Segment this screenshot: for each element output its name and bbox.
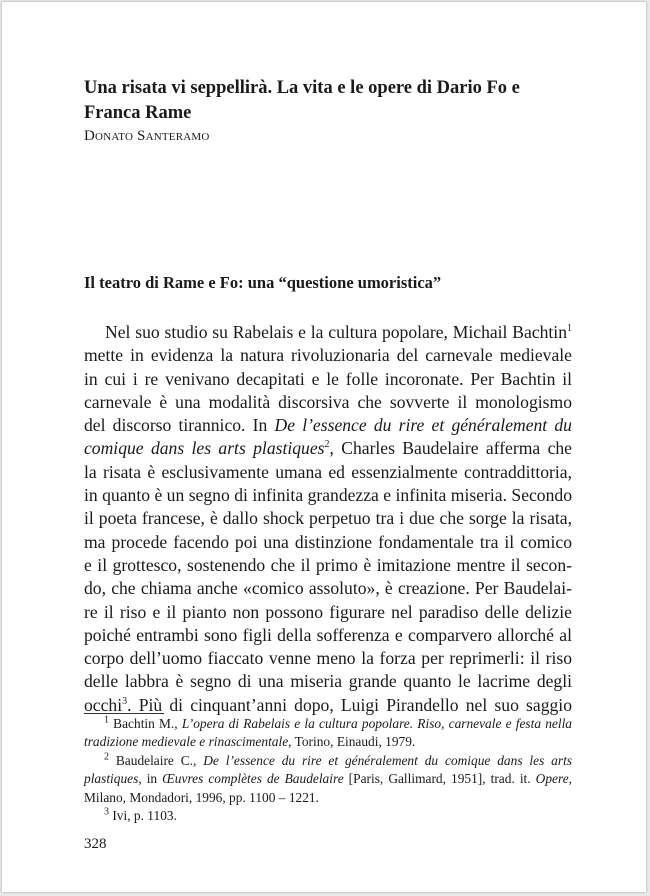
- section-heading: Il teatro di Rame e Fo: una “questione umoristica”: [84, 273, 442, 292]
- body-line: [84, 368, 572, 391]
- page: [2, 2, 646, 892]
- body-line: [84, 531, 572, 554]
- footnote-ref: 1: [104, 714, 109, 726]
- body-line: [84, 507, 572, 530]
- footnotes: [84, 715, 572, 825]
- text-run: . Più di cinquant’anni dopo, Luigi Pirandello nel suo saggio: [127, 694, 572, 715]
- body-line: [84, 670, 572, 693]
- page-number: 328: [84, 836, 107, 852]
- italic-text: De l’essence du rire et généralement du: [274, 415, 572, 436]
- text-run: del discorso tirannico. In: [84, 415, 275, 436]
- body-line: [84, 647, 572, 670]
- text-run: Milano, Mondadori, 1996, pp. 1100 – 1221.: [84, 789, 319, 805]
- footnote-ref: 1: [567, 323, 572, 335]
- italic-text: Œuvres complètes de Baudelaire: [162, 771, 344, 787]
- footnote-line: [84, 715, 572, 733]
- text-run: re il riso e il pianto non possono figurare nel paradiso delle delizie: [84, 601, 572, 622]
- body-line: [84, 601, 572, 624]
- text-run: ,: [568, 771, 572, 787]
- footnote-line: [84, 752, 572, 770]
- text-run: ma procede facendo poi una distinzione fondamentale tra il comico: [84, 531, 572, 552]
- text-run: mette in evidenza la natura rivoluzionaria del carnevale medievale: [84, 345, 572, 366]
- italic-text: plastiques: [84, 771, 139, 787]
- text-run: occhi: [84, 694, 123, 715]
- footnote-ref: 2: [104, 751, 109, 763]
- italic-text: comique dans les arts plastiques: [84, 438, 325, 459]
- text-run: la risata è esclusivamente umana ed essenzialmente contraddittoria,: [84, 461, 572, 482]
- chapter-title: [84, 76, 570, 126]
- chapter-header: [84, 76, 570, 145]
- body-text: [84, 321, 572, 717]
- text-run: Baudelaire C.,: [109, 752, 204, 768]
- text-run: , in: [138, 771, 163, 787]
- text-run: in quanto è un segno di infinita grandezza e infinita miseria. Secondo: [84, 485, 572, 506]
- body-line: [84, 461, 572, 484]
- footnote-ref: 3: [104, 806, 109, 818]
- footnote-ref: 2: [324, 439, 330, 451]
- chapter-title-line-1: Una risata vi seppellirà. La vita e le opere di Dario Fo e: [84, 78, 520, 98]
- footnote-divider: [84, 713, 164, 714]
- text-run: Nel suo studio su Rabelais e la cultura popolare, Michail Bachtin: [105, 322, 567, 342]
- text-run: Bachtin M.,: [109, 716, 182, 731]
- italic-text: L’opera di Rabelais e la cultura popolare. Riso, carnevale e festa nella: [181, 716, 572, 731]
- body-line: [84, 414, 572, 437]
- footnote-line: [84, 789, 572, 807]
- text-run: [Paris, Gallimard, 1951], trad. it.: [343, 771, 536, 787]
- text-run: il poeta francese, è dallo shock perpetuo tra i due che sorge la risata,: [84, 508, 572, 529]
- body-line: [84, 577, 572, 600]
- text-run: Ivi, p. 1103.: [109, 807, 177, 823]
- italic-text: Opere: [535, 771, 569, 787]
- footnote-ref: 3: [122, 695, 128, 707]
- footnote-line: [84, 807, 572, 825]
- body-line: [84, 437, 572, 460]
- text-run: do, che chiama anche «comico assoluto», è creazione. Per Baudelai-: [84, 578, 572, 599]
- text-run: e il grottesco, sostenendo che il primo è imitazione mentre il secon-: [84, 554, 572, 575]
- text-run: , Charles Baudelaire afferma che: [329, 438, 572, 459]
- italic-text: De l’essence du rire et généralement du comique dans les arts: [203, 752, 572, 768]
- text-run: delle labbra è segno di una miseria grande quanto le lacrime degli: [84, 671, 572, 692]
- body-line: [84, 554, 572, 577]
- author-name: Donato Santeramo: [84, 128, 210, 144]
- footnote-line: [84, 733, 572, 751]
- body-line: [84, 321, 572, 344]
- text-run: carnevale è una modalità discorsiva che sovverte il monologismo: [84, 391, 572, 412]
- italic-text: tradizione medievale e rinascimentale: [84, 734, 289, 750]
- text-run: , Torino, Einaudi, 1979.: [288, 734, 416, 750]
- body-line: [84, 484, 572, 507]
- text-run: in cui i re venivano decapitati e le folle incoronate. Per Bachtin il: [84, 368, 572, 389]
- body-line: [84, 624, 572, 647]
- chapter-title-line-2: Franca Rame: [84, 103, 192, 123]
- body-line: [84, 344, 572, 367]
- body-line: [84, 391, 572, 414]
- footnote-line: [84, 770, 572, 788]
- text-run: poiché entrambi sono figli della sofferenza e comparvero allorché al: [84, 624, 572, 645]
- text-run: corpo dell’uomo fiaccato venne meno la forza per reprimerli: il riso: [84, 648, 572, 669]
